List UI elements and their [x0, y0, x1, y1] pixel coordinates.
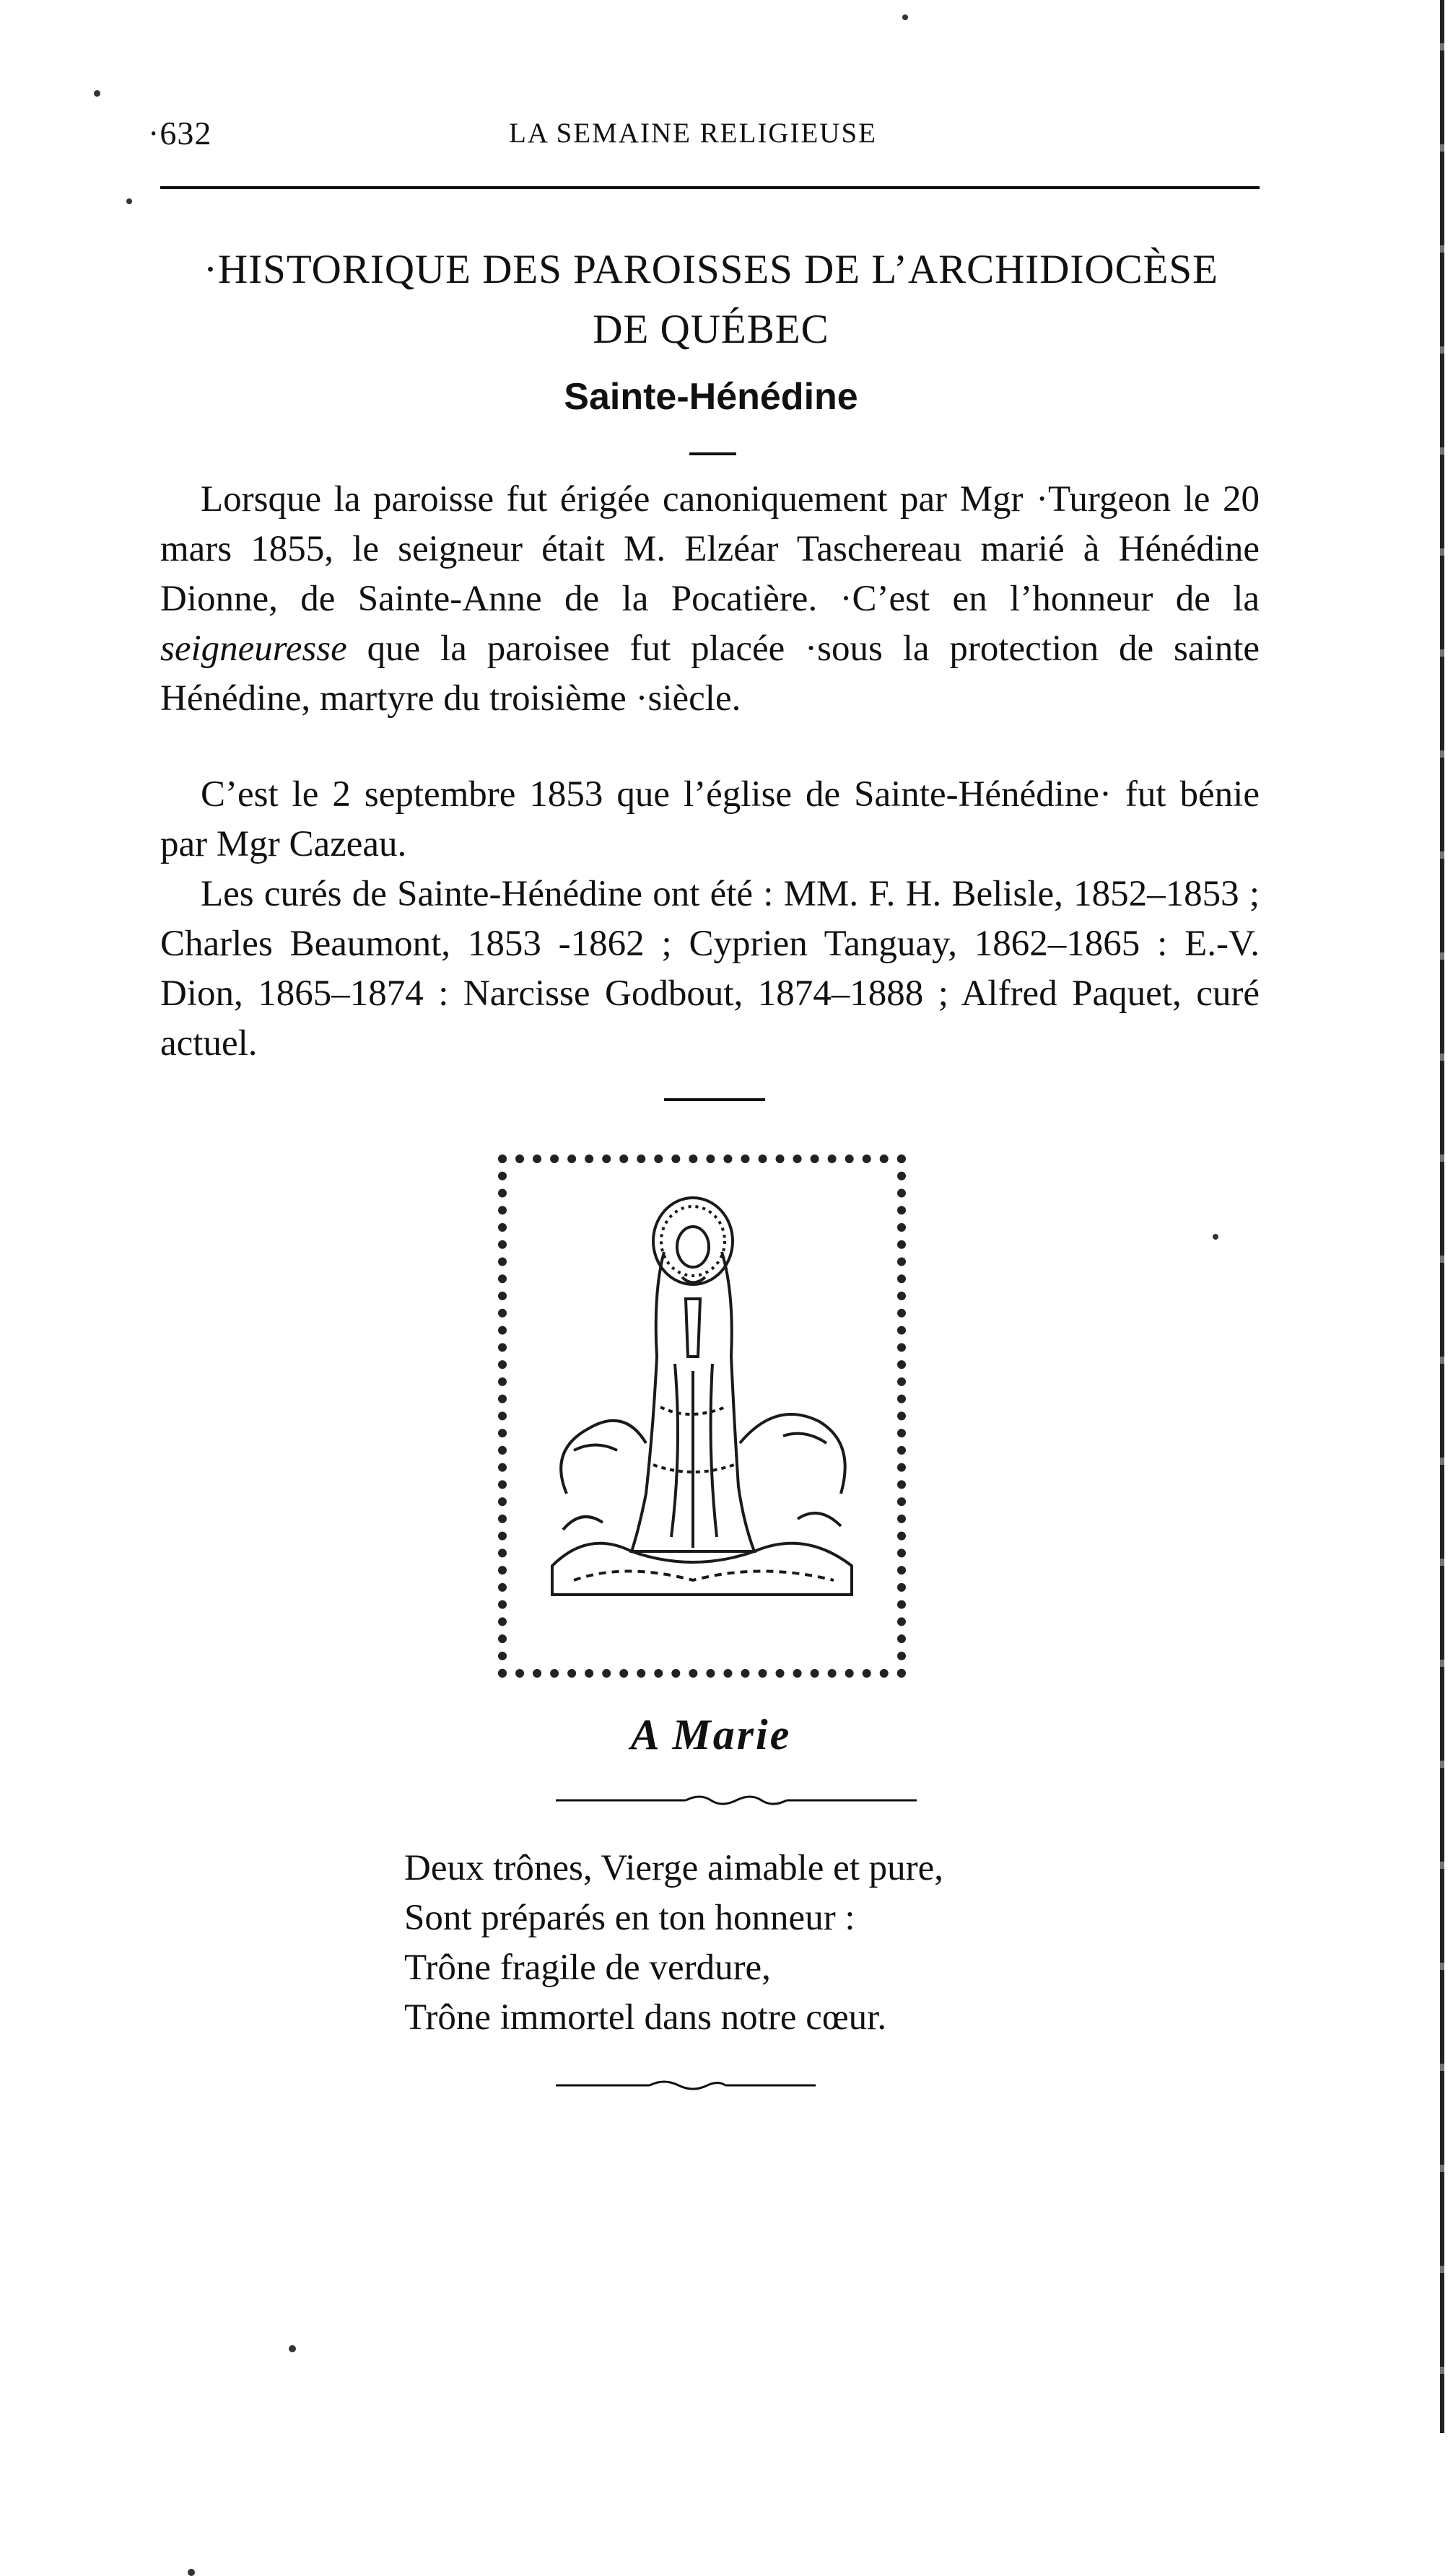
virgin-mary-engraving-icon [545, 1191, 859, 1624]
paragraph-1 [160, 475, 1260, 724]
header-rule [160, 186, 1260, 189]
paragraph-1-emphasis: seigneuresse [160, 628, 347, 669]
ink-speck [188, 2569, 195, 2576]
article-title-line-1: ·HISTORIQUE DES PAROISSES DE L’ARCHIDIOCÈSE [204, 247, 1218, 292]
paragraph-1-text-b: que la paroisee fut placée ·sous la protection de sainte Hénédine, martyre du troisième ·siècle. [160, 628, 1260, 719]
page-edge-shadow [1440, 0, 1444, 2433]
poem-line-3: Trône fragile de verdure, [404, 1948, 771, 1988]
poem-line-4: Trône immortel dans notre cœur. [404, 1997, 887, 2038]
ink-speck [1213, 1234, 1218, 1240]
poem-stanza [404, 1844, 943, 2043]
ink-speck [94, 90, 100, 97]
section-rule [664, 1098, 765, 1101]
ink-speck [289, 2345, 296, 2352]
closing-ornament-icon [556, 2078, 816, 2093]
subtitle-rule [689, 452, 736, 455]
poem-title: A Marie [630, 1711, 792, 1758]
paragraph-3: Les curés de Sainte-Hénédine ont été : MM. F. H. Belisle, 1852–1853 ; Charles Beaumont, 1853 -1862 ; Cyprien Tanguay, 1862–1865 : E.-V. Dion, 1865–1874 : Narcisse Godbout, 1874–1888 ; Alfred Paquet, curé actuel. [160, 874, 1260, 1064]
page-number: ·632 [148, 115, 212, 152]
running-head: LA SEMAINE RELIGIEUSE [509, 118, 877, 149]
article-title-line-2: DE QUÉBEC [593, 307, 829, 352]
parish-subtitle: Sainte-Hénédine [564, 376, 858, 418]
poem-line-2: Sont préparés en ton honneur : [404, 1898, 855, 1938]
paragraph-2: C’est le 2 septembre 185͏3 que l’église de Sainte-Hénédine· fut bénie par Mgr Cazeau. [160, 774, 1260, 864]
ink-speck [126, 198, 132, 204]
ornamental-divider-icon [556, 1793, 917, 1808]
article-title [155, 240, 1267, 359]
poem-line-1: Deux trônes, Vierge aimable et pure, [404, 1848, 944, 1888]
ink-speck [902, 14, 908, 20]
paragraph-1-text-a: Lorsque la paroisse fut érigée canoniquement par Mgr ·Turgeon le 20 mars 1855, le seigneur était M. Elzéar Taschereau marié à Hénédine Dionne, de Sainte-Anne de la Pocatière. ·C’est en l’honneur de la [160, 479, 1260, 619]
